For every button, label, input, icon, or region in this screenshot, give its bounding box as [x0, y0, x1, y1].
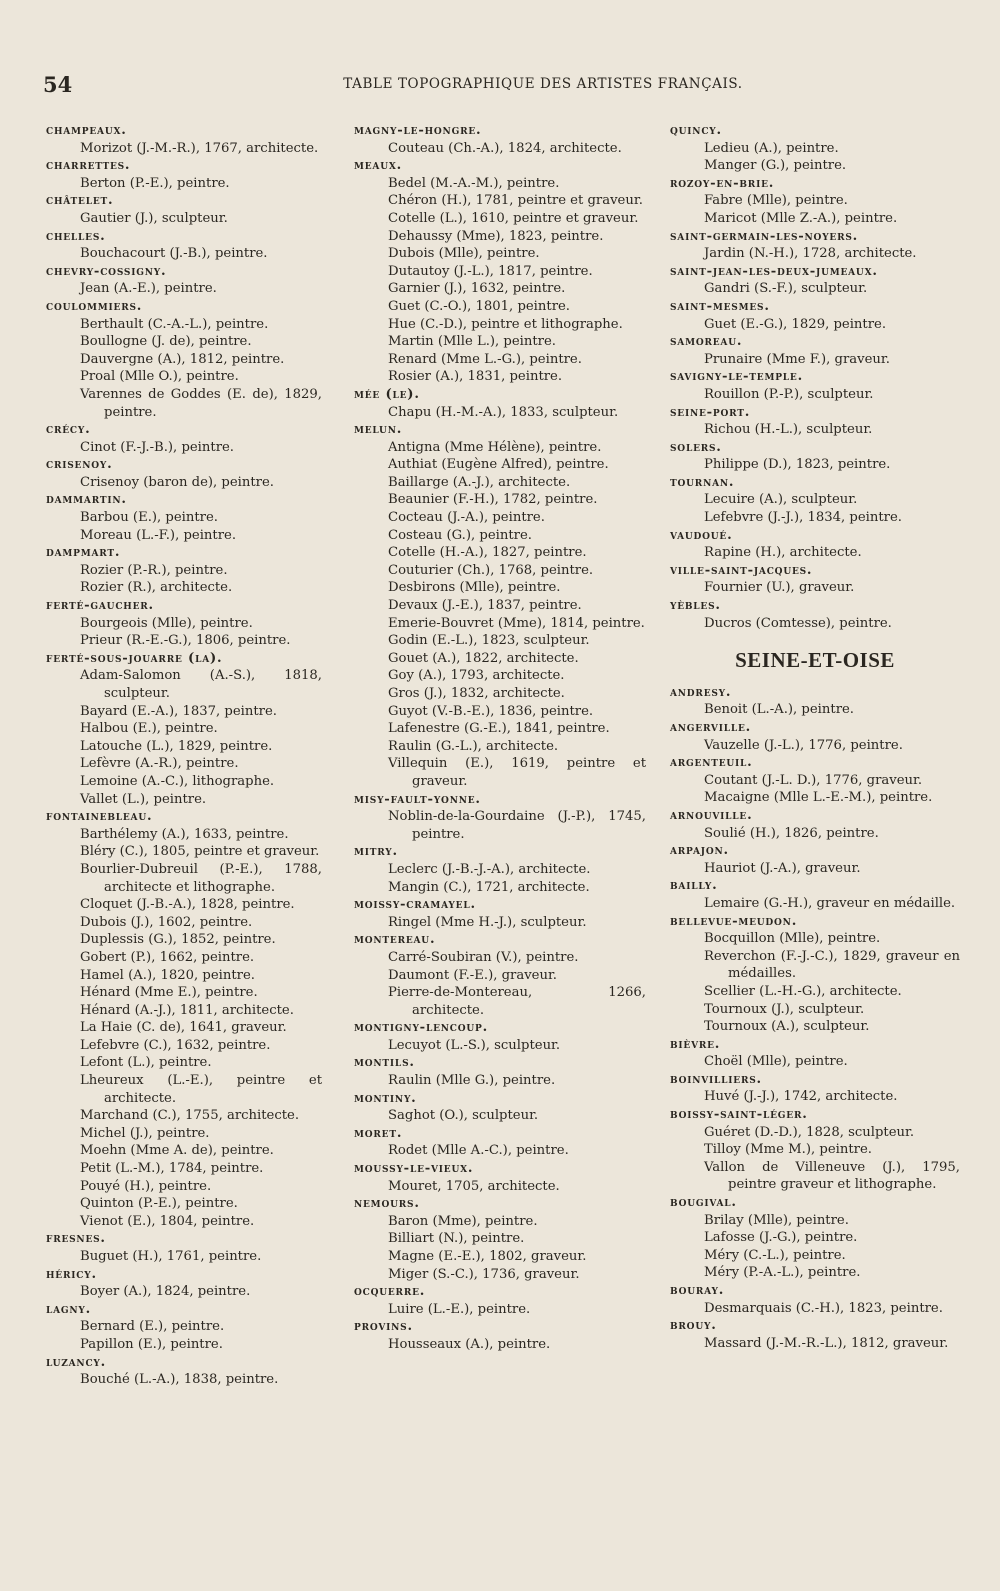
column-3 [670, 122, 960, 1352]
town-entry [670, 228, 960, 263]
town-name: seine-port. [670, 404, 751, 420]
town-name: crécy. [46, 422, 91, 438]
artist-entry: Dehaussy (Mme), 1823, peintre. [388, 228, 604, 244]
artist-entry: Gandri (S.-F.), sculpteur. [704, 281, 868, 297]
town-entry [354, 421, 646, 790]
artist-entry: Gouet (A.), 1822, architecte. [388, 650, 579, 666]
artist-entry: Daumont (F.-E.), graveur. [388, 967, 557, 983]
artist-entry: Lecuire (A.), sculpteur. [704, 492, 858, 508]
town-name: savigny-le-temple. [670, 369, 803, 385]
town-entry [46, 298, 322, 421]
artist-entry: Boullogne (J. de), peintre. [80, 334, 252, 350]
town-entry [46, 1354, 322, 1389]
artist-entry: Richou (H.-L.), sculpteur. [704, 422, 873, 438]
town-entry [46, 808, 322, 1230]
artist-entry: Adam-Salomon (A.-S.), 1818, sculpteur. [80, 668, 322, 701]
artist-entry: Méry (P.-A.-L.), peintre. [704, 1265, 861, 1281]
artist-entry: Gros (J.), 1832, architecte. [388, 686, 565, 701]
artist-entry: La Haie (C. de), 1641, graveur. [80, 1020, 287, 1036]
artist-entry: Baron (Mme), peintre. [388, 1213, 538, 1229]
town-name: ville-saint-jacques. [670, 562, 813, 578]
artist-entry: Lefont (L.), peintre. [80, 1055, 212, 1071]
artist-entry: Guyot (V.-B.-E.), 1836, peintre. [388, 703, 594, 719]
town-name: héricy. [46, 1266, 97, 1282]
artist-entry: Bocquillon (Mlle), peintre. [704, 931, 881, 947]
town-name: brouy. [670, 1318, 717, 1334]
artist-entry: Scellier (L.-H.-G.), architecte. [704, 983, 902, 999]
town-entry [354, 1019, 646, 1054]
artist-entry: Couturier (Ch.), 1768, peintre. [388, 562, 594, 578]
artist-entry: Magne (E.-E.), 1802, graveur. [388, 1249, 587, 1264]
artist-entry: Desmarquais (C.-H.), 1823, peintre. [704, 1300, 943, 1316]
town-entry [354, 1283, 646, 1318]
artist-entry: Gautier (J.), sculpteur. [80, 210, 228, 226]
town-entry [354, 1054, 646, 1089]
town-entry [670, 1071, 960, 1106]
town-entry [46, 456, 322, 491]
town-name: saint-germain-les-noyers. [670, 228, 859, 244]
artist-entry: Rozier (P.-R.), peintre. [80, 562, 228, 578]
town-entry [46, 1301, 322, 1354]
artist-entry: Ringel (Mme H.-J.), sculpteur. [388, 914, 587, 930]
town-entry [46, 157, 322, 192]
town-name: magny-le-hongre. [354, 123, 482, 138]
town-entry [46, 228, 322, 263]
artist-entry: Carré-Soubiran (V.), peintre. [388, 949, 579, 965]
town-name: champeaux. [46, 123, 127, 138]
artist-entry: Tournoux (A.), sculpteur. [704, 1019, 870, 1035]
artist-entry: Authiat (Eugène Alfred), peintre. [388, 457, 609, 473]
artist-entry: Fournier (U.), graveur. [704, 580, 855, 596]
artist-entry: Rozier (R.), architecte. [80, 580, 233, 596]
town-name: montiny. [354, 1090, 417, 1106]
town-entry [670, 807, 960, 842]
artist-entry: Duplessis (G.), 1852, peintre. [80, 932, 276, 948]
artist-entry: Lafenestre (G.-E.), 1841, peintre. [388, 721, 610, 737]
artist-entry: Desbirons (Mlle), peintre. [388, 580, 561, 596]
artist-entry: Lemoine (A.-C.), lithographe. [80, 773, 275, 789]
artist-entry: Macaigne (Mlle L.-E.-M.), peintre. [704, 790, 933, 806]
artist-entry: Renard (Mme L.-G.), peintre. [388, 351, 582, 367]
town-name: dammartin. [46, 492, 127, 508]
town-name: coulommiers. [46, 298, 143, 314]
town-name: ferté-sous-jouarre (la). [46, 650, 223, 666]
town-entry [46, 650, 322, 808]
artist-entry: Quinton (P.-E.), peintre. [80, 1196, 238, 1212]
column-1 [46, 122, 322, 1389]
town-entry [670, 404, 960, 439]
artist-entry: Guéret (D.-D.), 1828, sculpteur. [704, 1124, 915, 1140]
artist-entry: Prieur (R.-E.-G.), 1806, peintre. [80, 633, 291, 649]
artist-entry: Cocteau (J.-A.), peintre. [388, 510, 545, 526]
artist-entry: Mangin (C.), 1721, architecte. [388, 879, 590, 895]
town-entry [670, 175, 960, 228]
artist-entry: Ducros (Comtesse), peintre. [704, 615, 892, 631]
town-name: boinvilliers. [670, 1071, 762, 1087]
artist-entry: Cotelle (H.-A.), 1827, peintre. [388, 545, 587, 561]
artist-entry: Lemaire (G.-H.), graveur en médaille. [704, 895, 956, 911]
town-name: yèbles. [670, 598, 721, 614]
artist-entry: Martin (Mlle L.), peintre. [388, 334, 556, 350]
town-entry [670, 1282, 960, 1317]
town-name: solers. [670, 439, 722, 455]
artist-entry: Bayard (E.-A.), 1837, peintre. [80, 703, 277, 719]
artist-entry: Couteau (Ch.-A.), 1824, architecte. [388, 140, 622, 156]
artist-entry: Bléry (C.), 1805, peintre et graveur. [80, 844, 320, 860]
artist-entry: Emerie-Bouvret (Mme), 1814, peintre. [388, 615, 645, 631]
artist-entry: Hamel (A.), 1820, peintre. [80, 967, 255, 983]
town-entry [46, 421, 322, 456]
artist-entry: Vallon de Villeneuve (J.), 1795, peintre graveur et lithographe. [704, 1159, 960, 1193]
artist-entry: Prunaire (Mme F.), graveur. [704, 351, 890, 367]
town-name: misy-fault-yonne. [354, 791, 481, 807]
town-name: bougival. [670, 1195, 737, 1211]
artist-entry: Rouillon (P.-P.), sculpteur. [704, 386, 874, 402]
artist-entry: Guet (C.-O.), 1801, peintre. [388, 298, 570, 314]
artist-entry: Rapine (H.), architecte. [704, 545, 862, 561]
artist-entry: Vauzelle (J.-L.), 1776, peintre. [704, 737, 903, 753]
town-entry [670, 842, 960, 877]
town-name: montereau. [354, 932, 436, 948]
artist-entry: Philippe (D.), 1823, peintre. [704, 457, 891, 473]
artist-entry: Bernard (E.), peintre. [80, 1319, 225, 1335]
town-entry [354, 1195, 646, 1283]
artist-entry: Godin (E.-L.), 1823, sculpteur. [388, 633, 590, 649]
artist-entry: Boyer (A.), 1824, peintre. [80, 1284, 251, 1300]
town-entry [354, 122, 646, 157]
artist-entry: Berton (P.-E.), peintre. [80, 175, 230, 191]
artist-entry: Michel (J.), peintre. [80, 1125, 210, 1141]
town-name: quincy. [670, 123, 722, 138]
artist-entry: Coutant (J.-L. D.), 1776, graveur. [704, 772, 923, 788]
town-name: moret. [354, 1125, 403, 1141]
artist-entry: Barbou (E.), peintre. [80, 510, 218, 526]
artist-entry: Leclerc (J.-B.-J.-A.), architecte. [388, 861, 591, 877]
artist-entry: Raulin (G.-L.), architecte. [388, 738, 559, 754]
town-name: crisenoy. [46, 457, 113, 473]
artist-entry: Goy (A.), 1793, architecte. [388, 668, 565, 684]
town-entry [670, 527, 960, 562]
artist-entry: Lefebvre (J.-J.), 1834, peintre. [704, 510, 902, 526]
artist-entry: Raulin (Mlle G.), peintre. [388, 1073, 556, 1089]
town-entry [354, 791, 646, 844]
artist-entry: Varennes de Goddes (E. de), 1829, peintre. [80, 386, 322, 420]
artist-entry: Moehn (Mme A. de), peintre. [80, 1143, 274, 1159]
town-name: arnouville. [670, 807, 753, 823]
town-name: montils. [354, 1055, 415, 1071]
town-name: nemours. [354, 1196, 420, 1212]
town-entry [354, 896, 646, 931]
town-name: bellevue-meudon. [670, 913, 798, 929]
artist-entry: Soulié (H.), 1826, peintre. [704, 825, 879, 841]
artist-entry: Housseaux (A.), peintre. [388, 1336, 551, 1352]
town-entry [46, 544, 322, 597]
artist-entry: Latouche (L.), 1829, peintre. [80, 738, 273, 754]
artist-entry: Dauvergne (A.), 1812, peintre. [80, 351, 285, 367]
town-entry [670, 684, 960, 719]
artist-entry: Dubois (Mlle), peintre. [388, 246, 540, 262]
artist-entry: Noblin-de-la-Gourdaine (J.-P.), 1745, peintre. [388, 809, 646, 842]
artist-entry: Crisenoy (baron de), peintre. [80, 474, 274, 490]
running-title: TABLE TOPOGRAPHIQUE DES ARTISTES FRANÇAIS. [343, 76, 743, 92]
page-number: 54 [43, 72, 73, 97]
town-entry [46, 192, 322, 227]
town-entry [354, 1318, 646, 1353]
town-name: chelles. [46, 228, 106, 244]
town-entry [670, 1036, 960, 1071]
town-name: ocquerre. [354, 1284, 426, 1300]
artist-entry: Dubois (J.), 1602, peintre. [80, 914, 253, 930]
artist-entry: Cloquet (J.-B.-A.), 1828, peintre. [80, 897, 295, 913]
artist-entry: Massard (J.-M.-R.-L.), 1812, graveur. [704, 1335, 949, 1351]
artist-entry: Marchand (C.), 1755, architecte. [80, 1108, 300, 1124]
artist-entry: Lecuyot (L.-S.), sculpteur. [388, 1037, 561, 1053]
artist-entry: Petit (L.-M.), 1784, peintre. [80, 1161, 264, 1177]
artist-entry: Luire (L.-E.), peintre. [388, 1301, 531, 1317]
artist-entry: Maricot (Mlle Z.-A.), peintre. [704, 210, 898, 226]
artist-entry: Baillarge (A.-J.), architecte. [388, 474, 571, 490]
artist-entry: Bouché (L.-A.), 1838, peintre. [80, 1372, 279, 1388]
artist-entry: Rodet (Mlle A.-C.), peintre. [388, 1143, 569, 1159]
town-entry [46, 1230, 322, 1265]
artist-entry: Costeau (G.), peintre. [388, 527, 532, 543]
town-name: bailly. [670, 878, 718, 894]
town-entry [670, 474, 960, 527]
town-name: angerville. [670, 720, 752, 735]
town-entry [354, 157, 646, 386]
artist-entry: Halbou (E.), peintre. [80, 721, 218, 737]
page-header [38, 72, 968, 102]
artist-entry: Cotelle (L.), 1610, peintre et graveur. [388, 210, 639, 226]
town-name: arpajon. [670, 843, 729, 859]
town-entry [670, 439, 960, 474]
town-name: melun. [354, 422, 403, 438]
town-name: samoreau. [670, 334, 743, 350]
town-name: montigny-lencoup. [354, 1020, 488, 1036]
town-name: boissy-saint-léger. [670, 1107, 808, 1123]
artist-entry: Garnier (J.), 1632, peintre. [388, 281, 566, 297]
artist-entry: Barthélemy (A.), 1633, peintre. [80, 826, 289, 842]
artist-entry: Pierre-de-Montereau, 1266, architecte. [388, 985, 646, 1018]
artist-entry: Jean (A.-E.), peintre. [80, 281, 217, 297]
town-entry [670, 1194, 960, 1282]
artist-entry: Jardin (N.-H.), 1728, architecte. [704, 246, 917, 262]
artist-entry: Bourlier-Dubreuil (P.-E.), 1788, architecte et lithographe. [80, 861, 322, 895]
artist-entry: Villequin (E.), 1619, peintre et graveur. [388, 756, 646, 789]
artist-entry: Guet (E.-G.), 1829, peintre. [704, 316, 887, 332]
artist-entry: Huvé (J.-J.), 1742, architecte. [704, 1089, 898, 1105]
town-name: saint-mesmes. [670, 298, 770, 314]
artist-entry: Bourgeois (Mlle), peintre. [80, 615, 253, 631]
artist-entry: Beaunier (F.-H.), 1782, peintre. [388, 492, 598, 508]
town-name: bouray. [670, 1283, 725, 1298]
artist-entry: Ledieu (A.), peintre. [704, 140, 839, 156]
town-name: argenteuil. [670, 755, 753, 771]
artist-entry: Buguet (H.), 1761, peintre. [80, 1249, 262, 1264]
artist-entry: Lefebvre (C.), 1632, peintre. [80, 1037, 271, 1053]
artist-entry: Dutautoy (J.-L.), 1817, peintre. [388, 263, 593, 279]
town-name: mée (le). [354, 386, 420, 402]
town-name: moissy-cramayel. [354, 897, 476, 913]
town-name: châtelet. [46, 193, 114, 209]
town-name: mitry. [354, 844, 398, 860]
artist-entry: Rosier (A.), 1831, peintre. [388, 369, 563, 385]
artist-entry: Bedel (M.-A.-M.), peintre. [388, 175, 560, 191]
artist-entry: Berthault (C.-A.-L.), peintre. [80, 316, 269, 332]
artist-entry: Fabre (Mlle), peintre. [704, 193, 848, 209]
town-entry [670, 562, 960, 597]
artist-entry: Lafosse (J.-G.), peintre. [704, 1230, 858, 1246]
artist-entry: Chapu (H.-M.-A.), 1833, sculpteur. [388, 404, 619, 420]
artist-entry: Vienot (E.), 1804, peintre. [80, 1213, 255, 1229]
artist-entry: Vallet (L.), peintre. [80, 791, 207, 807]
town-entry [354, 386, 646, 421]
town-entry [670, 333, 960, 368]
town-entry [670, 597, 960, 632]
town-entry [354, 1125, 646, 1160]
town-entry [354, 931, 646, 1019]
artist-entry: Hénard (Mme E.), peintre. [80, 985, 258, 1001]
artist-entry: Papillon (E.), peintre. [80, 1336, 223, 1352]
artist-entry: Cinot (F.-J.-B.), peintre. [80, 439, 234, 455]
artist-entry: Proal (Mlle O.), peintre. [80, 369, 239, 385]
artist-entry: Antigna (Mme Hélène), peintre. [388, 439, 602, 455]
town-name: provins. [354, 1319, 413, 1335]
artist-entry: Hénard (A.-J.), 1811, architecte. [80, 1002, 294, 1018]
town-entry [670, 1106, 960, 1194]
artist-entry: Mouret, 1705, architecte. [388, 1178, 560, 1194]
artist-entry: Tournoux (J.), sculpteur. [704, 1001, 865, 1017]
town-entry [46, 1266, 322, 1301]
town-entry [354, 1090, 646, 1125]
artist-entry: Lefèvre (A.-R.), peintre. [80, 756, 239, 772]
artist-entry: Chéron (H.), 1781, peintre et graveur. [388, 193, 643, 209]
town-name: fresnes. [46, 1231, 106, 1247]
town-name: moussy-le-vieux. [354, 1161, 474, 1177]
department-heading: SEINE-ET-OISE [735, 648, 895, 673]
artist-entry: Reverchon (F.-J.-C.), 1829, graveur en médailles. [704, 948, 960, 982]
artist-entry: Manger (G.), peintre. [704, 158, 847, 174]
artist-entry: Lheureux (L.-E.), peintre et architecte. [80, 1073, 322, 1106]
town-entry [46, 597, 322, 650]
artist-entry: Morizot (J.-M.-R.), 1767, architecte. [80, 140, 319, 156]
town-name: fontainebleau. [46, 809, 153, 825]
town-entry [46, 263, 322, 298]
artist-entry: Saghot (O.), sculpteur. [388, 1108, 539, 1124]
artist-entry: Gobert (P.), 1662, peintre. [80, 949, 255, 965]
column-2 [354, 122, 646, 1354]
town-name: charrettes. [46, 158, 131, 174]
town-entry [46, 122, 322, 157]
artist-entry: Billiart (N.), peintre. [388, 1231, 525, 1247]
town-name: meaux. [354, 158, 403, 174]
town-name: tournan. [670, 474, 735, 490]
town-entry [670, 122, 960, 175]
town-entry [670, 1317, 960, 1352]
artist-entry: Pouyé (H.), peintre. [80, 1178, 212, 1194]
town-entry [670, 754, 960, 807]
town-name: ferté-gaucher. [46, 598, 154, 614]
town-name: chevry-cossigny. [46, 263, 167, 279]
town-name: rozoy-en-brie. [670, 175, 775, 191]
town-name: luzancy. [46, 1354, 107, 1370]
town-entry [670, 298, 960, 333]
town-name: andresy. [670, 684, 732, 700]
artist-entry: Choël (Mlle), peintre. [704, 1054, 848, 1070]
artist-entry: Devaux (J.-E.), 1837, peintre. [388, 598, 582, 614]
town-entry [46, 491, 322, 544]
town-name: dampmart. [46, 545, 121, 561]
artist-entry: Moreau (L.-F.), peintre. [80, 527, 237, 543]
artist-entry: Bouchacourt (J.-B.), peintre. [80, 246, 268, 262]
artist-entry: Hue (C.-D.), peintre et lithographe. [388, 316, 623, 332]
town-entry [670, 719, 960, 754]
artist-entry: Benoit (L.-A.), peintre. [704, 702, 854, 718]
town-entry [670, 877, 960, 912]
town-name: lagny. [46, 1301, 92, 1317]
town-entry [354, 843, 646, 896]
town-name: saint-jean-les-deux-jumeaux. [670, 263, 878, 279]
artist-entry: Brilay (Mlle), peintre. [704, 1212, 849, 1228]
town-entry [670, 913, 960, 1036]
artist-entry: Miger (S.-C.), 1736, graveur. [388, 1266, 580, 1282]
artist-entry: Méry (C.-L.), peintre. [704, 1247, 846, 1263]
town-entry [354, 1160, 646, 1195]
town-name: vaudoué. [670, 527, 733, 543]
town-entry [670, 263, 960, 298]
town-entry [670, 368, 960, 403]
town-name: bièvre. [670, 1036, 721, 1052]
artist-entry: Hauriot (J.-A.), graveur. [704, 860, 861, 876]
artist-entry: Tilloy (Mme M.), peintre. [704, 1142, 872, 1158]
